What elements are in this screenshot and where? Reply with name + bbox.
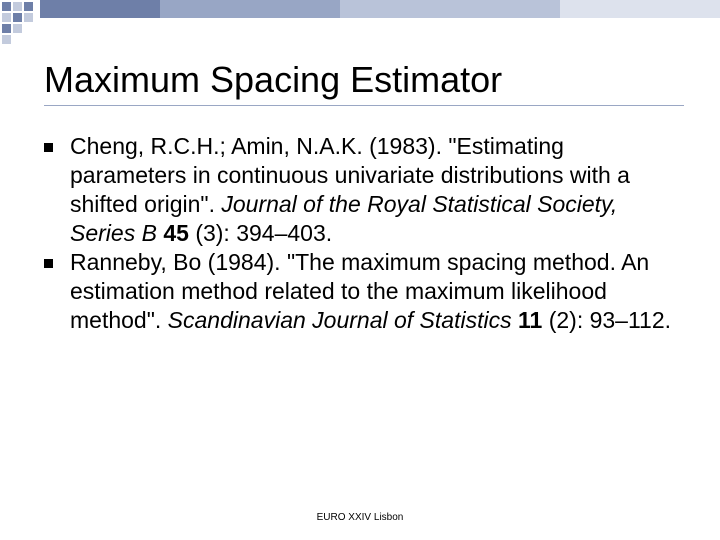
reference-journal: Scandinavian Journal of Statistics — [167, 307, 512, 333]
reference-volume: 11 — [517, 307, 543, 333]
reference-authors: Cheng, R.C.H.; Amin, N.A.K. (1983). — [70, 133, 442, 159]
reference-volume: 45 — [163, 220, 189, 246]
square-bullet-icon — [44, 259, 53, 268]
reference-title: "Estimating parameters in continuous univariate distributions with a shifted origin". — [70, 133, 630, 217]
reference-pages: (3): 394–403. — [195, 220, 333, 246]
reference-pages: (2): 93–112. — [548, 307, 672, 333]
reference-authors: Ranneby, Bo (1984). — [70, 249, 281, 275]
checker-squares — [2, 2, 33, 44]
slide-title: Maximum Spacing Estimator — [44, 59, 503, 100]
reference-item — [44, 248, 684, 335]
reference-item — [44, 132, 684, 248]
title-divider — [44, 105, 684, 106]
square-bullet-icon — [44, 143, 53, 152]
slide-footer: EURO XXIV Lisbon — [316, 512, 404, 523]
header-decoration — [0, 0, 720, 50]
reference-journal: Journal of the Royal Statistical Society, Series B — [70, 191, 618, 246]
reference-title: "The maximum spacing method. An estimation method related to the maximum likelihood method". — [70, 249, 650, 333]
top-stripe — [40, 0, 720, 18]
reference-list — [44, 132, 684, 335]
